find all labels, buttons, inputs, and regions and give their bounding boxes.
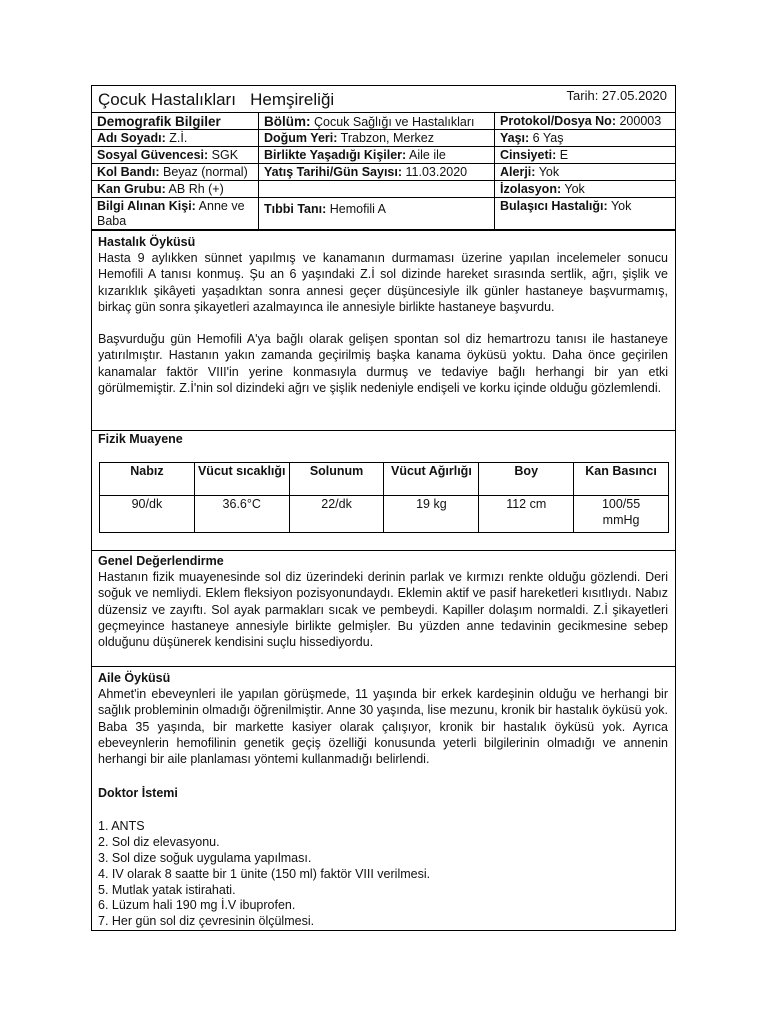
empty-cell [258, 181, 494, 197]
insurance-cell [92, 147, 258, 163]
household-cell [258, 147, 494, 163]
blood-type-label: Kan Grubu: [97, 182, 166, 196]
allergy-label: Alerji: [500, 165, 536, 179]
wristband-value: Beyaz (normal) [162, 165, 248, 179]
informant-label: Bilgi Alınan Kişi: [97, 199, 196, 213]
vitals-height: 112 cm [479, 496, 574, 533]
vitals-temperature-value: 36.6 [222, 497, 247, 511]
diagnosis-value: Hemofili A [329, 202, 387, 216]
allergy-cell [494, 164, 677, 180]
protocol-label: Protokol/Dosya No: [500, 114, 616, 128]
diagnosis-cell [258, 198, 494, 229]
age-cell [494, 130, 677, 146]
vitals-header-row [100, 463, 669, 496]
doctor-order-item: 3. Sol dize soğuk uygulama yapılması. [98, 851, 312, 866]
doctor-order-item: 4. IV olarak 8 saatte bir 1 ünite (150 ml) faktör VIII verilmesi. [98, 866, 431, 881]
admission-label: Yatış Tarihi/Gün Sayısı: [264, 165, 403, 179]
info-row-6 [92, 198, 675, 231]
department-label: Bölüm: [264, 114, 311, 129]
vitals-respiration: 22/dk [289, 496, 384, 533]
infectious-cell [494, 198, 677, 229]
doctor-order-item: 7. Her gün sol diz çevresinin ölçülmesi. [98, 914, 315, 929]
gender-cell [494, 147, 677, 163]
info-row-3 [92, 147, 675, 164]
protocol-cell [494, 113, 677, 129]
name-cell [92, 130, 258, 146]
household-value: Aile ile [409, 148, 446, 162]
department-cell [258, 113, 494, 129]
history-heading: Hastalık Öyküsü [98, 235, 196, 249]
vitals-value-row [100, 496, 669, 533]
general-assessment-section [92, 551, 675, 667]
info-row-4 [92, 164, 675, 181]
page-title: Çocuk Hastalıkları Hemşireliği [98, 90, 335, 109]
vitals-col-pulse: Nabız [100, 463, 195, 496]
family-section [92, 667, 675, 931]
vitals-temperature-unit: °C [246, 497, 261, 511]
title-row [92, 86, 675, 113]
general-assessment-heading: Genel Değerlendirme [98, 554, 224, 568]
informant-cell [92, 198, 258, 229]
household-label: Birlikte Yaşadığı Kişiler: [264, 148, 407, 162]
isolation-value: Yok [564, 182, 585, 196]
informant-value: Anne ve Baba [97, 199, 245, 228]
history-paragraph-2: Başvurduğu gün Hemofili A'ya bağlı olarak gelişen spontan sol diz hemartrozu tanısı ile hastaneye yatırılmıştır. Hastanın yakın zamanda geçirilmiş başka kanama öyküsü yoktu. Daha önce geçirilen kanamalar faktör VIII'in yerine konmasıyla durmuş ve tedaviye bağlı herhangi bir yan etki görülmemiştir. Z.İ'nin sol dizindeki ağrı ve şişlik nedeniyle endişeli ve korku içinde olduğu gözlemlendi. [98, 332, 668, 396]
gender-label: Cinsiyeti: [500, 148, 557, 162]
history-paragraph-1: Hasta 9 aylıkken sünnet yapılmış ve kanamanın durmaması üzerine yapılan incelemeler sonucu Hemofili A tanısı konmuş. Şu an 6 yaşındaki Z.İ sol dizinde hareket sırasında sertlik, ağrı, şişlik ve kızarıklık şikâyeti yaşadıktan sonra annesi geçer düşüncesiyle ilk günler hastaneye başvurmamış, birkaç gün sonra şikayetleri azalmayınca ile annesiyle birlikte hastaneye başvurdu. [98, 251, 668, 314]
blood-type-cell [92, 181, 258, 197]
family-text: Ahmet'in ebeveynleri ile yapılan görüşmede, 11 yaşında bir erkek kardeşinin olduğu ve herhangi bir sağlık probleminin olmadığı öğrenilmiştir. Anne 30 yaşında, lise mezunu, kronik bir hastalık öyküsü yok. Baba 35 yaşında, bir markette kasiyer olarak çalışıyor, kronik bir hastalık öyküsü yok. Ayrıca ebeveynlerin hemofilinin genetik geçiş özelliği konusunda yeterli bilgilerinin olmadığı ve annenin herhangi bir aile planlaması yöntemi kullanmadığı belirlendi. [98, 687, 668, 767]
doctor-order-list [98, 819, 668, 930]
vitals-pulse: 90/dk [100, 496, 195, 533]
vitals-col-blood-pressure: Kan Basıncı [574, 463, 669, 496]
physical-exam-heading: Fizik Muayene [98, 432, 183, 446]
isolation-label: İzolasyon: [500, 182, 562, 196]
demographics-label: Demografik Bilgiler [97, 114, 221, 129]
age-value: 6 Yaş [532, 131, 564, 145]
birthplace-label: Doğum Yeri: [264, 131, 338, 145]
insurance-value: SGK [211, 148, 239, 162]
vitals-col-height: Boy [479, 463, 574, 496]
vitals-col-weight: Vücut Ağırlığı [384, 463, 479, 496]
diagnosis-label: Tıbbi Tanı: [264, 202, 327, 216]
demographics-heading [92, 113, 258, 129]
name-label: Adı Soyadı: [97, 131, 166, 145]
allergy-value: Yok [538, 165, 560, 179]
info-row-2 [92, 130, 675, 147]
history-section [92, 232, 675, 431]
vitals-col-temperature: Vücut sıcaklığı [194, 463, 289, 496]
vitals-temperature [194, 496, 289, 533]
admission-value: 11.03.2020 [405, 165, 468, 179]
wristband-label: Kol Bandı: [97, 165, 160, 179]
birthplace-cell [258, 130, 494, 146]
protocol-value: 200003 [619, 114, 662, 128]
info-row-1 [92, 113, 675, 130]
vitals-blood-pressure: 100/55 mmHg [574, 496, 669, 533]
doctor-order-item: 1. ANTS [98, 819, 145, 834]
department-value: Çocuk Sağlığı ve Hastalıkları [313, 115, 475, 129]
insurance-label: Sosyal Güvencesi: [97, 148, 209, 162]
vitals-table [99, 462, 669, 533]
infectious-value: Yok [610, 199, 632, 213]
age-label: Yaşı: [500, 131, 530, 145]
admission-cell [258, 164, 494, 180]
wristband-cell [92, 164, 258, 180]
vitals-weight: 19 kg [384, 496, 479, 533]
infectious-label: Bulaşıcı Hastalığı: [500, 199, 608, 213]
family-heading: Aile Öyküsü [98, 671, 171, 685]
blood-type-value: AB Rh (+) [168, 182, 224, 196]
doctor-order-heading: Doktor İstemi [98, 786, 178, 801]
general-assessment-text: Hastanın fizik muayenesinde sol diz üzerindeki derinin parlak ve kırmızı renkte olduğu gözlendi. Deri soğuk ve nemliydi. Eklem fleksiyon pozisyonundaydı. Eklemin aktif ve pasif hareketleri kısıtlıydı. Nabız düzensiz ve zayıftı. Sol ayak parmakları sıcak ve pembeydi. Kapiller dolaşım normaldi. Z.İ şikayetleri geçmeyince hastaneye annesiyle birlikte gelmişler. Bu yüzden anne tedavinin gecikmesine sebep olduğunu düşünerek kendisini suçlu hissediyordu. [98, 570, 668, 650]
name-value: Z.İ. [169, 131, 188, 145]
form-date: Tarih: 27.05.2020 [566, 88, 667, 103]
doctor-order-item: 6. Lüzum hali 190 mg İ.V ibuprofen. [98, 898, 296, 913]
isolation-cell [494, 181, 677, 197]
doctor-order-item: 2. Sol diz elevasyonu. [98, 835, 220, 850]
vitals-col-respiration: Solunum [289, 463, 384, 496]
patient-form [91, 85, 676, 931]
info-row-5 [92, 181, 675, 198]
gender-value: E [559, 148, 569, 162]
doctor-order-item: 5. Mutlak yatak istirahati. [98, 882, 236, 897]
birthplace-value: Trabzon, Merkez [340, 131, 434, 145]
